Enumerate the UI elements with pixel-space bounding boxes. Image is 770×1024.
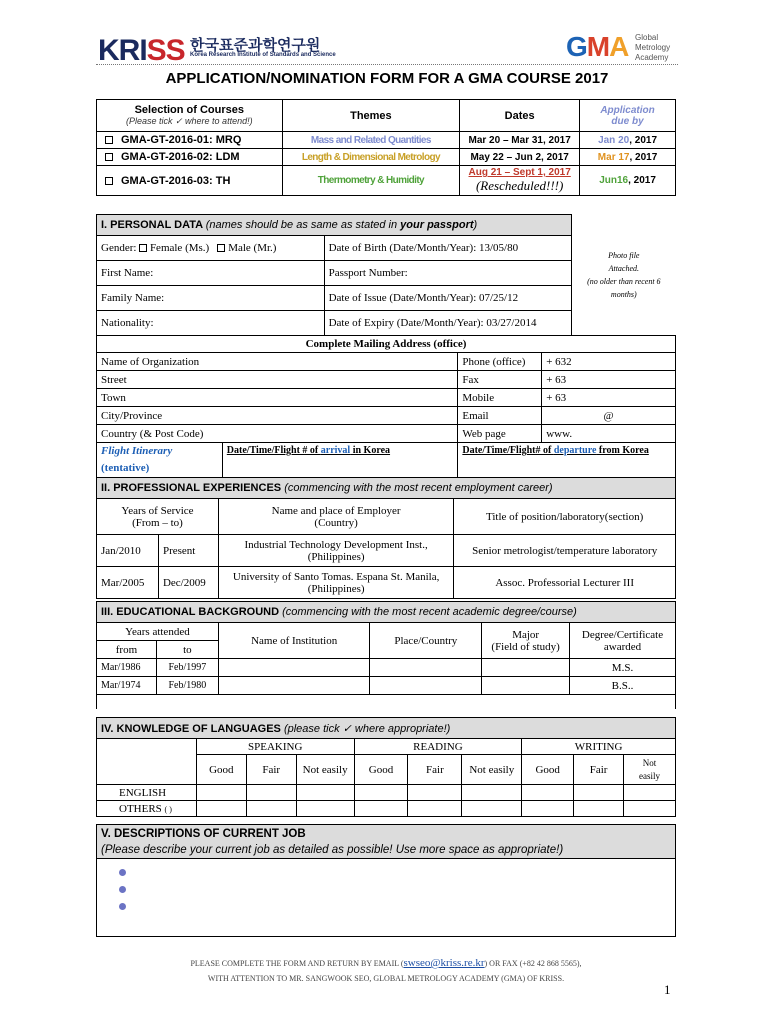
lang-english: ENGLISH	[97, 785, 197, 801]
section-current-job: V. DESCRIPTIONS OF CURRENT JOB (Please describe your current job as detailed as possible! Use more space as appropriate!)	[97, 825, 676, 859]
checkbox[interactable]	[522, 801, 574, 817]
course-row-2-due: Mar 17, 2017	[580, 149, 676, 166]
courses-table	[96, 99, 676, 196]
course-row-3-theme: Thermometry & Humidity	[282, 166, 460, 196]
course-row-1-date: Mar 20 – Mar 31, 2017	[460, 132, 580, 149]
edu-major[interactable]	[482, 677, 570, 695]
edu-place[interactable]	[370, 659, 482, 677]
professional-table	[96, 477, 676, 599]
web-field[interactable]: www.	[542, 425, 676, 443]
issue-date-field[interactable]: Date of Issue (Date/Month/Year): 07/25/12	[324, 286, 572, 311]
speak-noteasily-header: Not easily	[296, 755, 354, 785]
checkbox[interactable]	[139, 244, 147, 252]
bullet-icon	[119, 869, 126, 876]
kriss-logo: KRISS	[98, 34, 185, 67]
flight-itinerary-label: Flight Itinerary (tentative)	[97, 443, 223, 478]
kriss-english-name: Korea Research Institute of Standards and Science	[190, 52, 336, 58]
checkbox[interactable]	[105, 153, 113, 161]
passport-field[interactable]: Passport Number:	[324, 261, 572, 286]
arrival-field[interactable]: Date/Time/Flight # of arrival in Korea	[222, 443, 458, 478]
org-name-field[interactable]: Name of Organization	[97, 353, 458, 371]
edu-major[interactable]	[482, 659, 570, 677]
job-title[interactable]: Assoc. Professorial Lecturer III	[454, 567, 676, 599]
gender-field[interactable]: Gender: Female (Ms.) Male (Mr.)	[97, 236, 325, 261]
write-good-header: Good	[522, 755, 574, 785]
spacer	[97, 695, 676, 709]
bullet-icon	[119, 886, 126, 893]
languages-table	[96, 717, 676, 817]
writing-header: WRITING	[522, 739, 676, 755]
checkbox[interactable]	[196, 801, 246, 817]
checkbox[interactable]	[408, 785, 462, 801]
course-row-2-select[interactable]: GMA-GT-2016-02: LDM	[97, 149, 283, 166]
edu-degree[interactable]: M.S.	[570, 659, 676, 677]
col-selection-header: Selection of Courses (Please tick ✓ where to attend!)	[97, 100, 283, 132]
col-due-header: Application due by	[580, 100, 676, 132]
edu-degree[interactable]: B.S..	[570, 677, 676, 695]
read-good-header: Good	[354, 755, 408, 785]
mobile-field[interactable]: + 63	[542, 389, 676, 407]
section-professional: II. PROFESSIONAL EXPERIENCES (commencing with the most recent employment career)	[97, 478, 676, 499]
edu-from[interactable]: Mar/1974	[97, 677, 157, 695]
checkbox[interactable]	[462, 801, 522, 817]
checkbox[interactable]	[354, 801, 408, 817]
checkbox[interactable]	[624, 801, 676, 817]
checkbox[interactable]	[217, 244, 225, 252]
checkbox[interactable]	[624, 785, 676, 801]
table-row	[97, 567, 676, 599]
col-themes-header: Themes	[282, 100, 460, 132]
nationality-field[interactable]: Nationality:	[97, 311, 325, 336]
dob-field[interactable]: Date of Birth (Date/Month/Year): 13/05/80	[324, 236, 572, 261]
col-years-service: Years of Service (From – to)	[97, 499, 219, 535]
page-number: 1	[664, 982, 671, 997]
lang-blank	[97, 739, 197, 755]
course-row-2-date: May 22 – Jun 2, 2017	[460, 149, 580, 166]
checkbox[interactable]	[246, 785, 296, 801]
job-employer[interactable]: University of Santo Tomas. Espana St. Manila, (Philippines)	[218, 567, 453, 599]
application-form	[96, 214, 676, 478]
write-noteasily-header: Not easily	[624, 755, 676, 785]
checkbox[interactable]	[522, 785, 574, 801]
gma-logo: GMA	[566, 31, 629, 62]
edu-to[interactable]: Feb/1997	[156, 659, 218, 677]
checkbox[interactable]	[105, 177, 113, 185]
col-dates-header: Dates	[460, 100, 580, 132]
job-from[interactable]: Mar/2005	[97, 567, 159, 599]
first-name-field[interactable]: First Name:	[97, 261, 325, 286]
phone-field[interactable]: + 632	[542, 353, 676, 371]
contact-email-link[interactable]: swseo@kriss.re.kr	[403, 957, 485, 969]
checkbox[interactable]	[408, 801, 462, 817]
email-label: Email	[458, 407, 542, 425]
gma-logo-text: Global Metrology Academy	[635, 33, 671, 62]
fax-field[interactable]: + 63	[542, 371, 676, 389]
checkbox[interactable]	[296, 801, 354, 817]
course-row-1-select[interactable]: GMA-GT-2016-01: MRQ	[97, 132, 283, 149]
read-noteasily-header: Not easily	[462, 755, 522, 785]
checkbox[interactable]	[574, 801, 624, 817]
col-place: Place/Country	[370, 623, 482, 659]
lang-blank	[97, 755, 197, 785]
table-row	[97, 535, 676, 567]
job-to[interactable]: Present	[158, 535, 218, 567]
email-field[interactable]: @	[542, 407, 676, 425]
footer-instructions: PLEASE COMPLETE THE FORM AND RETURN BY EMAIL (swseo@kriss.re.kr) OR FAX (+82 42 868 5565), WITH ATTENTION TO MR. SANGWOOK SEO, GLOBAL METROLOGY ACADEMY (GMA) OF KRISS.	[190, 957, 582, 983]
speaking-header: SPEAKING	[196, 739, 354, 755]
edu-place[interactable]	[370, 677, 482, 695]
page-title: APPLICATION/NOMINATION FORM FOR A GMA COURSE 2017	[165, 70, 609, 87]
edu-from[interactable]: Mar/1986	[97, 659, 157, 677]
street-field[interactable]: Street	[97, 371, 458, 389]
checkbox[interactable]	[296, 785, 354, 801]
course-row-1-due: Jan 20, 2017	[580, 132, 676, 149]
town-field[interactable]: Town	[97, 389, 458, 407]
col-institution: Name of Institution	[218, 623, 370, 659]
lang-others[interactable]: OTHERS ( )	[97, 801, 197, 817]
checkbox[interactable]	[574, 785, 624, 801]
reading-header: READING	[354, 739, 522, 755]
col-employer: Name and place of Employer (Country)	[218, 499, 453, 535]
col-to: to	[156, 641, 218, 659]
edu-to[interactable]: Feb/1980	[156, 677, 218, 695]
col-from: from	[97, 641, 157, 659]
departure-field[interactable]: Date/Time/Flight# of departure from Korea	[458, 443, 676, 478]
col-years-attended: Years attended	[97, 623, 219, 641]
write-fair-header: Fair	[574, 755, 624, 785]
speak-fair-header: Fair	[246, 755, 296, 785]
job-title[interactable]: Senior metrologist/temperature laboratory	[454, 535, 676, 567]
checkbox[interactable]	[105, 136, 113, 144]
city-field[interactable]: City/Province	[97, 407, 458, 425]
edu-institution[interactable]	[218, 677, 370, 695]
checkbox[interactable]	[462, 785, 522, 801]
family-name-field[interactable]: Family Name:	[97, 286, 325, 311]
section-education: III. EDUCATIONAL BACKGROUND (commencing with the most recent academic degree/course)	[97, 602, 676, 623]
education-table	[96, 601, 676, 709]
mailing-address-heading: Complete Mailing Address (office)	[97, 336, 676, 353]
job-from[interactable]: Jan/2010	[97, 535, 159, 567]
photo-placeholder[interactable]: Photo file Attached. (no older than recent 6 months)	[572, 215, 676, 336]
course-row-3-date: Aug 21 – Sept 1, 2017 (Rescheduled!!!)	[460, 166, 580, 196]
expiry-date-field[interactable]: Date of Expiry (Date/Month/Year): 03/27/2014	[324, 311, 572, 336]
phone-label: Phone (office)	[458, 353, 542, 371]
read-fair-header: Fair	[408, 755, 462, 785]
col-position-title: Title of position/laboratory(section)	[454, 499, 676, 535]
course-row-3-select[interactable]: GMA-GT-2016-03: TH	[97, 166, 283, 196]
mobile-label: Mobile	[458, 389, 542, 407]
course-row-2-theme: Length & Dimensional Metrology	[282, 149, 460, 166]
checkbox[interactable]	[354, 785, 408, 801]
col-degree: Degree/Certificate awarded	[570, 623, 676, 659]
edu-institution[interactable]	[218, 659, 370, 677]
job-to[interactable]: Dec/2009	[158, 567, 218, 599]
current-job-table	[96, 824, 676, 937]
fax-label: Fax	[458, 371, 542, 389]
table-row	[97, 677, 676, 695]
job-description-field[interactable]	[97, 859, 676, 937]
table-row	[97, 659, 676, 677]
country-field[interactable]: Country (& Post Code)	[97, 425, 458, 443]
job-employer[interactable]: Industrial Technology Development Inst., (Philippines)	[218, 535, 453, 567]
checkbox[interactable]	[246, 801, 296, 817]
checkbox[interactable]	[196, 785, 246, 801]
web-label: Web page	[458, 425, 542, 443]
section-personal-data: I. PERSONAL DATA (names should be as same as stated in your passport)	[97, 215, 572, 236]
header-divider	[96, 64, 678, 65]
speak-good-header: Good	[196, 755, 246, 785]
bullet-icon	[119, 903, 126, 910]
kriss-korean-name: 한국표준과학연구원	[190, 36, 321, 54]
course-row-1-theme: Mass and Related Quantities	[282, 132, 460, 149]
col-major: Major (Field of study)	[482, 623, 570, 659]
section-languages: IV. KNOWLEDGE OF LANGUAGES (please tick ✓ where appropriate!)	[97, 718, 676, 739]
course-row-3-due: Jun16, 2017	[580, 166, 676, 196]
